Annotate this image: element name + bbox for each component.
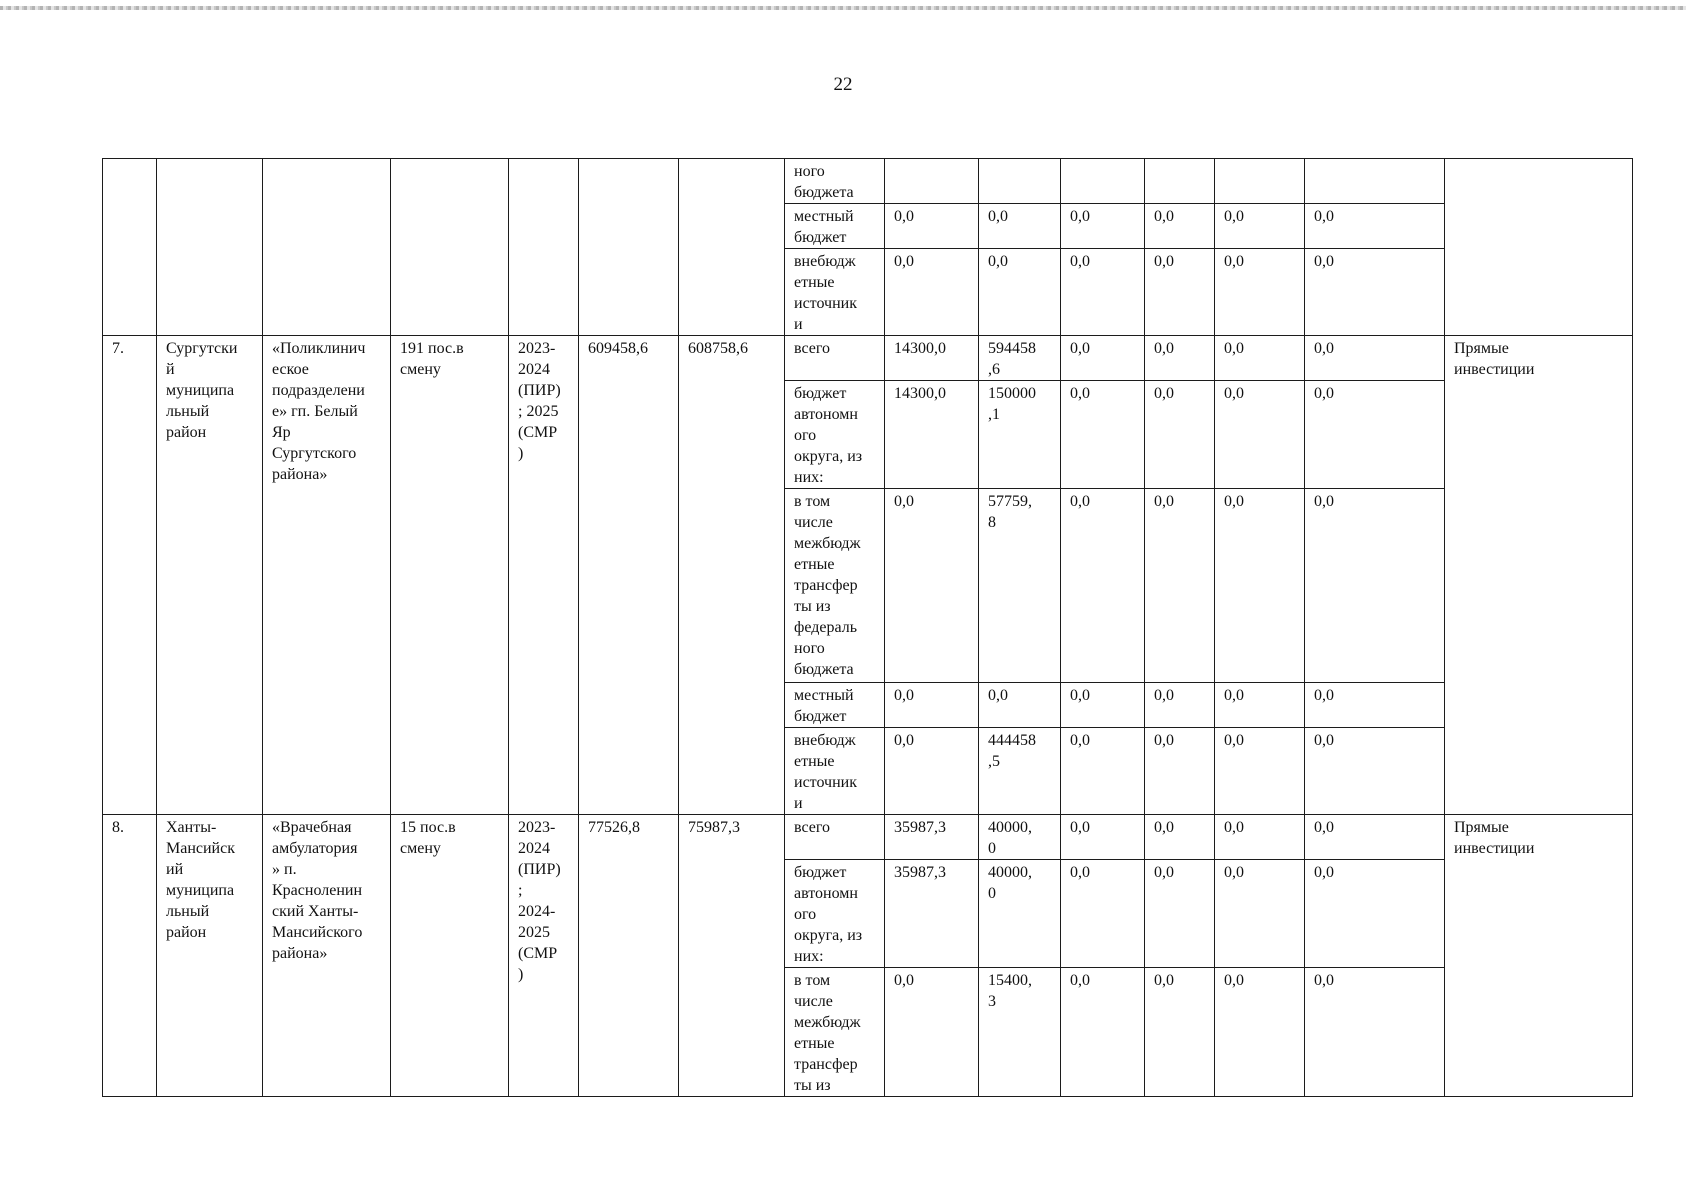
empty-cell [391,159,509,336]
value-2028-cell: 0,0 [1305,489,1445,683]
funding-source-cell: в том числе межбюдж етные трансфер ты из федераль ного бюджета [785,489,885,683]
value-2027-cell: 0,0 [1215,683,1305,728]
value-2026-cell: 0,0 [1145,204,1215,249]
empty-cell [509,159,579,336]
table-body [103,159,1633,1097]
value-2027-cell: 0,0 [1215,336,1305,381]
value-2028-cell: 0,0 [1305,336,1445,381]
empty-cell [263,159,391,336]
value-2027-cell [1215,159,1305,204]
value-2026-cell: 0,0 [1145,249,1215,336]
value-2026-cell [1145,159,1215,204]
empty-cell [103,159,157,336]
investment-mechanism-cell: Прямые инвестиции [1445,336,1633,815]
empty-cell [679,159,785,336]
value-2025-cell: 0,0 [1061,204,1145,249]
value-2023-cell: 0,0 [885,204,979,249]
capacity-cell: 191 пос.в смену [391,336,509,815]
value-2023-cell: 35987,3 [885,815,979,860]
value-2023-cell: 0,0 [885,683,979,728]
value-2024-cell: 40000, 0 [979,860,1061,968]
object-name-cell: «Врачебная амбулатория » п. Красноленин ский Ханты- Мансийского района» [263,815,391,1097]
funding-source-cell: бюджет автономн ого округа, из них: [785,860,885,968]
value-2025-cell: 0,0 [1061,728,1145,815]
value-2027-cell: 0,0 [1215,815,1305,860]
value-2028-cell: 0,0 [1305,968,1445,1097]
value-2025-cell: 0,0 [1061,860,1145,968]
value-2028-cell: 0,0 [1305,815,1445,860]
estimated-cost-cell: 77526,8 [579,815,679,1097]
value-2025-cell: 0,0 [1061,381,1145,489]
value-2024-cell: 57759, 8 [979,489,1061,683]
object-name-cell: «Поликлинич еское подразделени е» гп. Белый Яр Сургутского района» [263,336,391,815]
value-2028-cell: 0,0 [1305,860,1445,968]
value-2027-cell: 0,0 [1215,489,1305,683]
value-2024-cell: 15400, 3 [979,968,1061,1097]
page-number: 22 [833,74,853,95]
value-2023-cell: 35987,3 [885,860,979,968]
funding-source-cell: бюджет автономн ого округа, из них: [785,381,885,489]
investment-objects-table [102,158,1633,1097]
value-2024-cell [979,159,1061,204]
value-2023-cell: 0,0 [885,968,979,1097]
funding-source-cell: всего [785,815,885,860]
project-row [103,336,1633,381]
value-2027-cell: 0,0 [1215,249,1305,336]
municipality-cell: Сургутски й муниципа льный район [157,336,263,815]
value-2025-cell [1061,159,1145,204]
row-number-cell: 7. [103,336,157,815]
continuation-row [103,159,1633,204]
value-2026-cell: 0,0 [1145,860,1215,968]
value-2026-cell: 0,0 [1145,489,1215,683]
municipality-cell: Ханты- Мансийск ий муниципа льный район [157,815,263,1097]
value-2025-cell: 0,0 [1061,249,1145,336]
value-2024-cell: 40000, 0 [979,815,1061,860]
capacity-cell: 15 пос.в смену [391,815,509,1097]
scan-edge-artifact [0,6,1686,10]
value-2024-cell: 0,0 [979,249,1061,336]
value-2024-cell: 0,0 [979,204,1061,249]
value-2028-cell [1305,159,1445,204]
funding-source-cell: местный бюджет [785,683,885,728]
value-2025-cell: 0,0 [1061,489,1145,683]
value-2027-cell: 0,0 [1215,968,1305,1097]
remaining-cost-cell: 608758,6 [679,336,785,815]
remaining-cost-cell: 75987,3 [679,815,785,1097]
funding-source-cell: внебюдж етные источник и [785,249,885,336]
value-2024-cell: 150000 ,1 [979,381,1061,489]
empty-cell [157,159,263,336]
value-2028-cell: 0,0 [1305,204,1445,249]
value-2024-cell: 594458 ,6 [979,336,1061,381]
period-cell: 2023- 2024 (ПИР) ; 2024- 2025 (СМР ) [509,815,579,1097]
value-2026-cell: 0,0 [1145,728,1215,815]
value-2026-cell: 0,0 [1145,968,1215,1097]
project-row [103,815,1633,860]
value-2027-cell: 0,0 [1215,860,1305,968]
value-2023-cell: 14300,0 [885,381,979,489]
estimated-cost-cell: 609458,6 [579,336,679,815]
funding-source-cell: всего [785,336,885,381]
value-2027-cell: 0,0 [1215,381,1305,489]
value-2025-cell: 0,0 [1061,815,1145,860]
value-2026-cell: 0,0 [1145,815,1215,860]
funding-source-cell: в том числе межбюдж етные трансфер ты из [785,968,885,1097]
value-2025-cell: 0,0 [1061,683,1145,728]
value-2028-cell: 0,0 [1305,728,1445,815]
value-2023-cell: 0,0 [885,249,979,336]
value-2026-cell: 0,0 [1145,683,1215,728]
value-2025-cell: 0,0 [1061,968,1145,1097]
value-2023-cell: 0,0 [885,489,979,683]
empty-cell [579,159,679,336]
value-2028-cell: 0,0 [1305,683,1445,728]
value-2025-cell: 0,0 [1061,336,1145,381]
value-2028-cell: 0,0 [1305,249,1445,336]
period-cell: 2023- 2024 (ПИР) ; 2025 (СМР ) [509,336,579,815]
funding-source-cell: ного бюджета [785,159,885,204]
value-2026-cell: 0,0 [1145,336,1215,381]
value-2026-cell: 0,0 [1145,381,1215,489]
value-2027-cell: 0,0 [1215,728,1305,815]
investment-mechanism-cell: Прямые инвестиции [1445,815,1633,1097]
value-2023-cell [885,159,979,204]
value-2028-cell: 0,0 [1305,381,1445,489]
funding-source-cell: внебюдж етные источник и [785,728,885,815]
value-2023-cell: 14300,0 [885,336,979,381]
funding-source-cell: местный бюджет [785,204,885,249]
value-2023-cell: 0,0 [885,728,979,815]
value-2027-cell: 0,0 [1215,204,1305,249]
value-2024-cell: 0,0 [979,683,1061,728]
empty-cell [1445,159,1633,336]
row-number-cell: 8. [103,815,157,1097]
value-2024-cell: 444458 ,5 [979,728,1061,815]
